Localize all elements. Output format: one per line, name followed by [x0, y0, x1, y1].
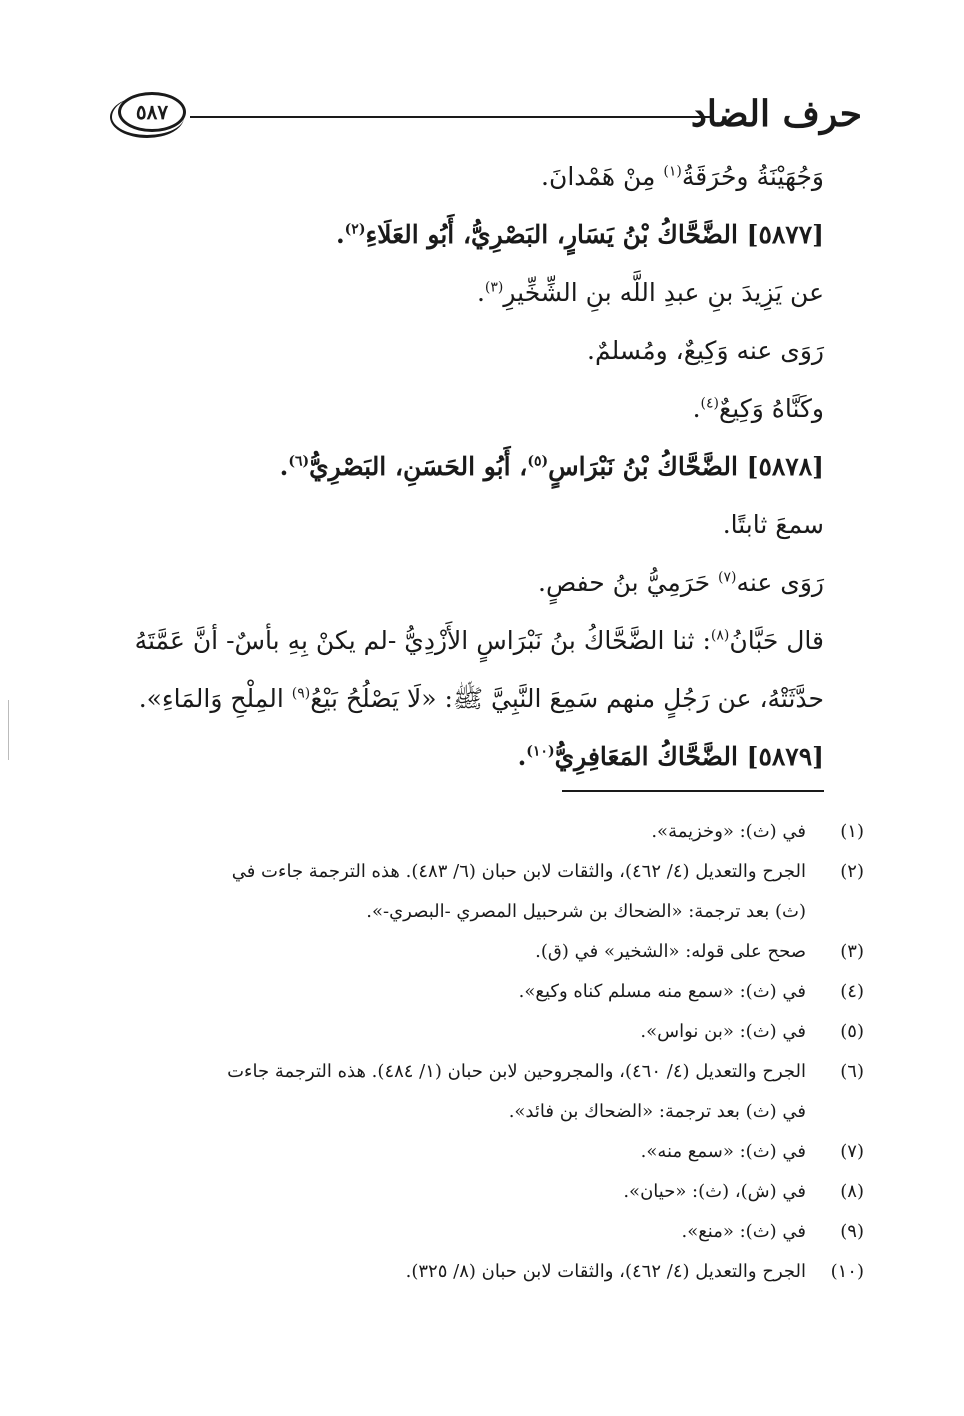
- footnote-marker: (١٠): [526, 743, 555, 760]
- footnote-text: في (ث): «وخزيمة».: [651, 821, 806, 842]
- footnote-item: [104, 972, 864, 1012]
- entry-heading: [٥٨٧٨] الضَّحَّاكُ بْنُ نَبْرَاسٍ$^{(٥)}$، أَبُو الحَسَنِ، البَصْرِيُّ$^{(٦)}$.: [279, 452, 824, 481]
- footnote-number: (٦): [840, 1061, 864, 1082]
- text-line: سمعَ ثابتًا.: [722, 510, 824, 539]
- footnote-text: الجرح والتعديل (٤/ ٤٦٠)، والمجروحين لابن حبان (١/ ٤٨٤). هذه الترجمة جاءت: [227, 1061, 806, 1082]
- footnote-continuation: (ث) بعد ترجمة: «الضحاك بن شرحبيل المصري -البصري-».: [366, 901, 806, 922]
- chapter-title: حرف الضاد: [690, 93, 862, 135]
- footnote-number: (٩): [840, 1221, 864, 1242]
- page-header: [110, 92, 862, 142]
- margin-mark: [8, 700, 9, 760]
- footnote-marker: (٩): [291, 685, 311, 702]
- footnote-text: صحح على قوله: «الشخير» في (ق).: [535, 941, 806, 962]
- footnote-item: [104, 1052, 864, 1092]
- footnotes: [104, 812, 864, 1292]
- text-line: وَجُهَيْنَةُ وحُرَقَةُ$^{(١)}$ مِنْ هَمْدانَ.: [541, 162, 824, 191]
- footnote-item: [104, 1132, 864, 1172]
- text-line: رَوَى عنه وَكِيعٌ، ومُسلمٌ.: [587, 336, 824, 365]
- text-line: رَوَى عنه$^{(٧)}$ حَرَمِيُّ بنُ حفصٍ.: [538, 568, 824, 597]
- entry-heading: [٥٨٧٧] الضَّحَّاكُ بْنُ يَسَارٍ، البَصْرِيُّ، أَبُو العَلَاءِ$^{(٢)}$.: [335, 220, 824, 249]
- footnote-continuation: في (ث) بعد ترجمة: «الضحاك بن فائد».: [508, 1101, 806, 1122]
- footnote-number: (٢): [840, 861, 864, 882]
- footnote-text: في (ث): «سمع منه».: [640, 1141, 806, 1162]
- footnote-item: [104, 1012, 864, 1052]
- footnote-marker: (٤): [700, 395, 719, 412]
- footnote-number: (٣): [840, 941, 864, 962]
- footnote-separator: [562, 790, 824, 792]
- footnote-number: (١٠): [830, 1261, 864, 1282]
- footnote-item: [104, 1252, 864, 1292]
- text-line: قال حَبَّانُ$^{(٨)}$: ثنا الضَّحَّاكُ بنُ نَبْرَاسٍ الأَزْدِيُّ -لم يكنْ بِهِ بأسٌ- أنَّ عَمَّتَهُ: [134, 626, 824, 655]
- text-line: عن يَزِيدَ بنِ عبدِ اللَّه بنِ الشِّخِّيرِ$^{(٣)}$.: [476, 278, 824, 307]
- footnote-marker: (٢): [344, 221, 366, 238]
- footnote-marker: (٣): [484, 279, 504, 296]
- header-rule: [190, 116, 712, 118]
- footnote-text: في (ث): «سمع منه مسلم كناه وكيع».: [518, 981, 806, 1002]
- footnote-number: (٥): [840, 1021, 864, 1042]
- footnote-text: الجرح والتعديل (٤/ ٤٦٢)، والثقات لابن حبان (٨/ ٣٢٥).: [405, 1261, 806, 1282]
- footnote-number: (١): [840, 821, 864, 842]
- footnote-marker: (٧): [718, 569, 737, 586]
- footnote-item: [104, 1172, 864, 1212]
- footnote-number: (٧): [840, 1141, 864, 1162]
- footnote-marker: (١): [663, 163, 682, 180]
- footnote-text: الجرح والتعديل (٤/ ٤٦٢)، والثقات لابن حبان (٦/ ٤٨٣). هذه الترجمة جاءت في: [231, 861, 806, 882]
- footnote-item: [104, 932, 864, 972]
- footnote-item: [104, 1212, 864, 1252]
- footnote-item: [104, 852, 864, 892]
- footnote-marker: (٦): [288, 453, 310, 470]
- footnote-number: (٤): [840, 981, 864, 1002]
- footnote-text: في (ث): «بن نواس».: [640, 1021, 806, 1042]
- footnote-marker: (٥): [527, 453, 549, 470]
- text-line: وكَنَّاهُ وَكِيعٌ$^{(٤)}$.: [692, 394, 824, 423]
- entry-heading: [٥٨٧٩] الضَّحَّاكُ المَعَافِرِيُّ$^{(١٠)}$.: [517, 742, 824, 771]
- page-number: ٥٨٧: [118, 92, 186, 132]
- main-text: [104, 148, 824, 786]
- footnote-text: في (ث): «منع».: [681, 1221, 806, 1242]
- footnote-text: في (ش)، (ث): «حيان».: [623, 1181, 806, 1202]
- text-line: حدَّثَتْهُ، عن رَجُلٍ منهم سَمِعَ النَّبِيَّ ﷺ: «لَا يَصْلُحُ بَيْعُ$^{(٩)}$ المِلْحِ وَالمَاءِ».: [138, 684, 824, 713]
- footnote-marker: (٨): [710, 627, 730, 644]
- footnote-number: (٨): [840, 1181, 864, 1202]
- footnote-item: [104, 812, 864, 852]
